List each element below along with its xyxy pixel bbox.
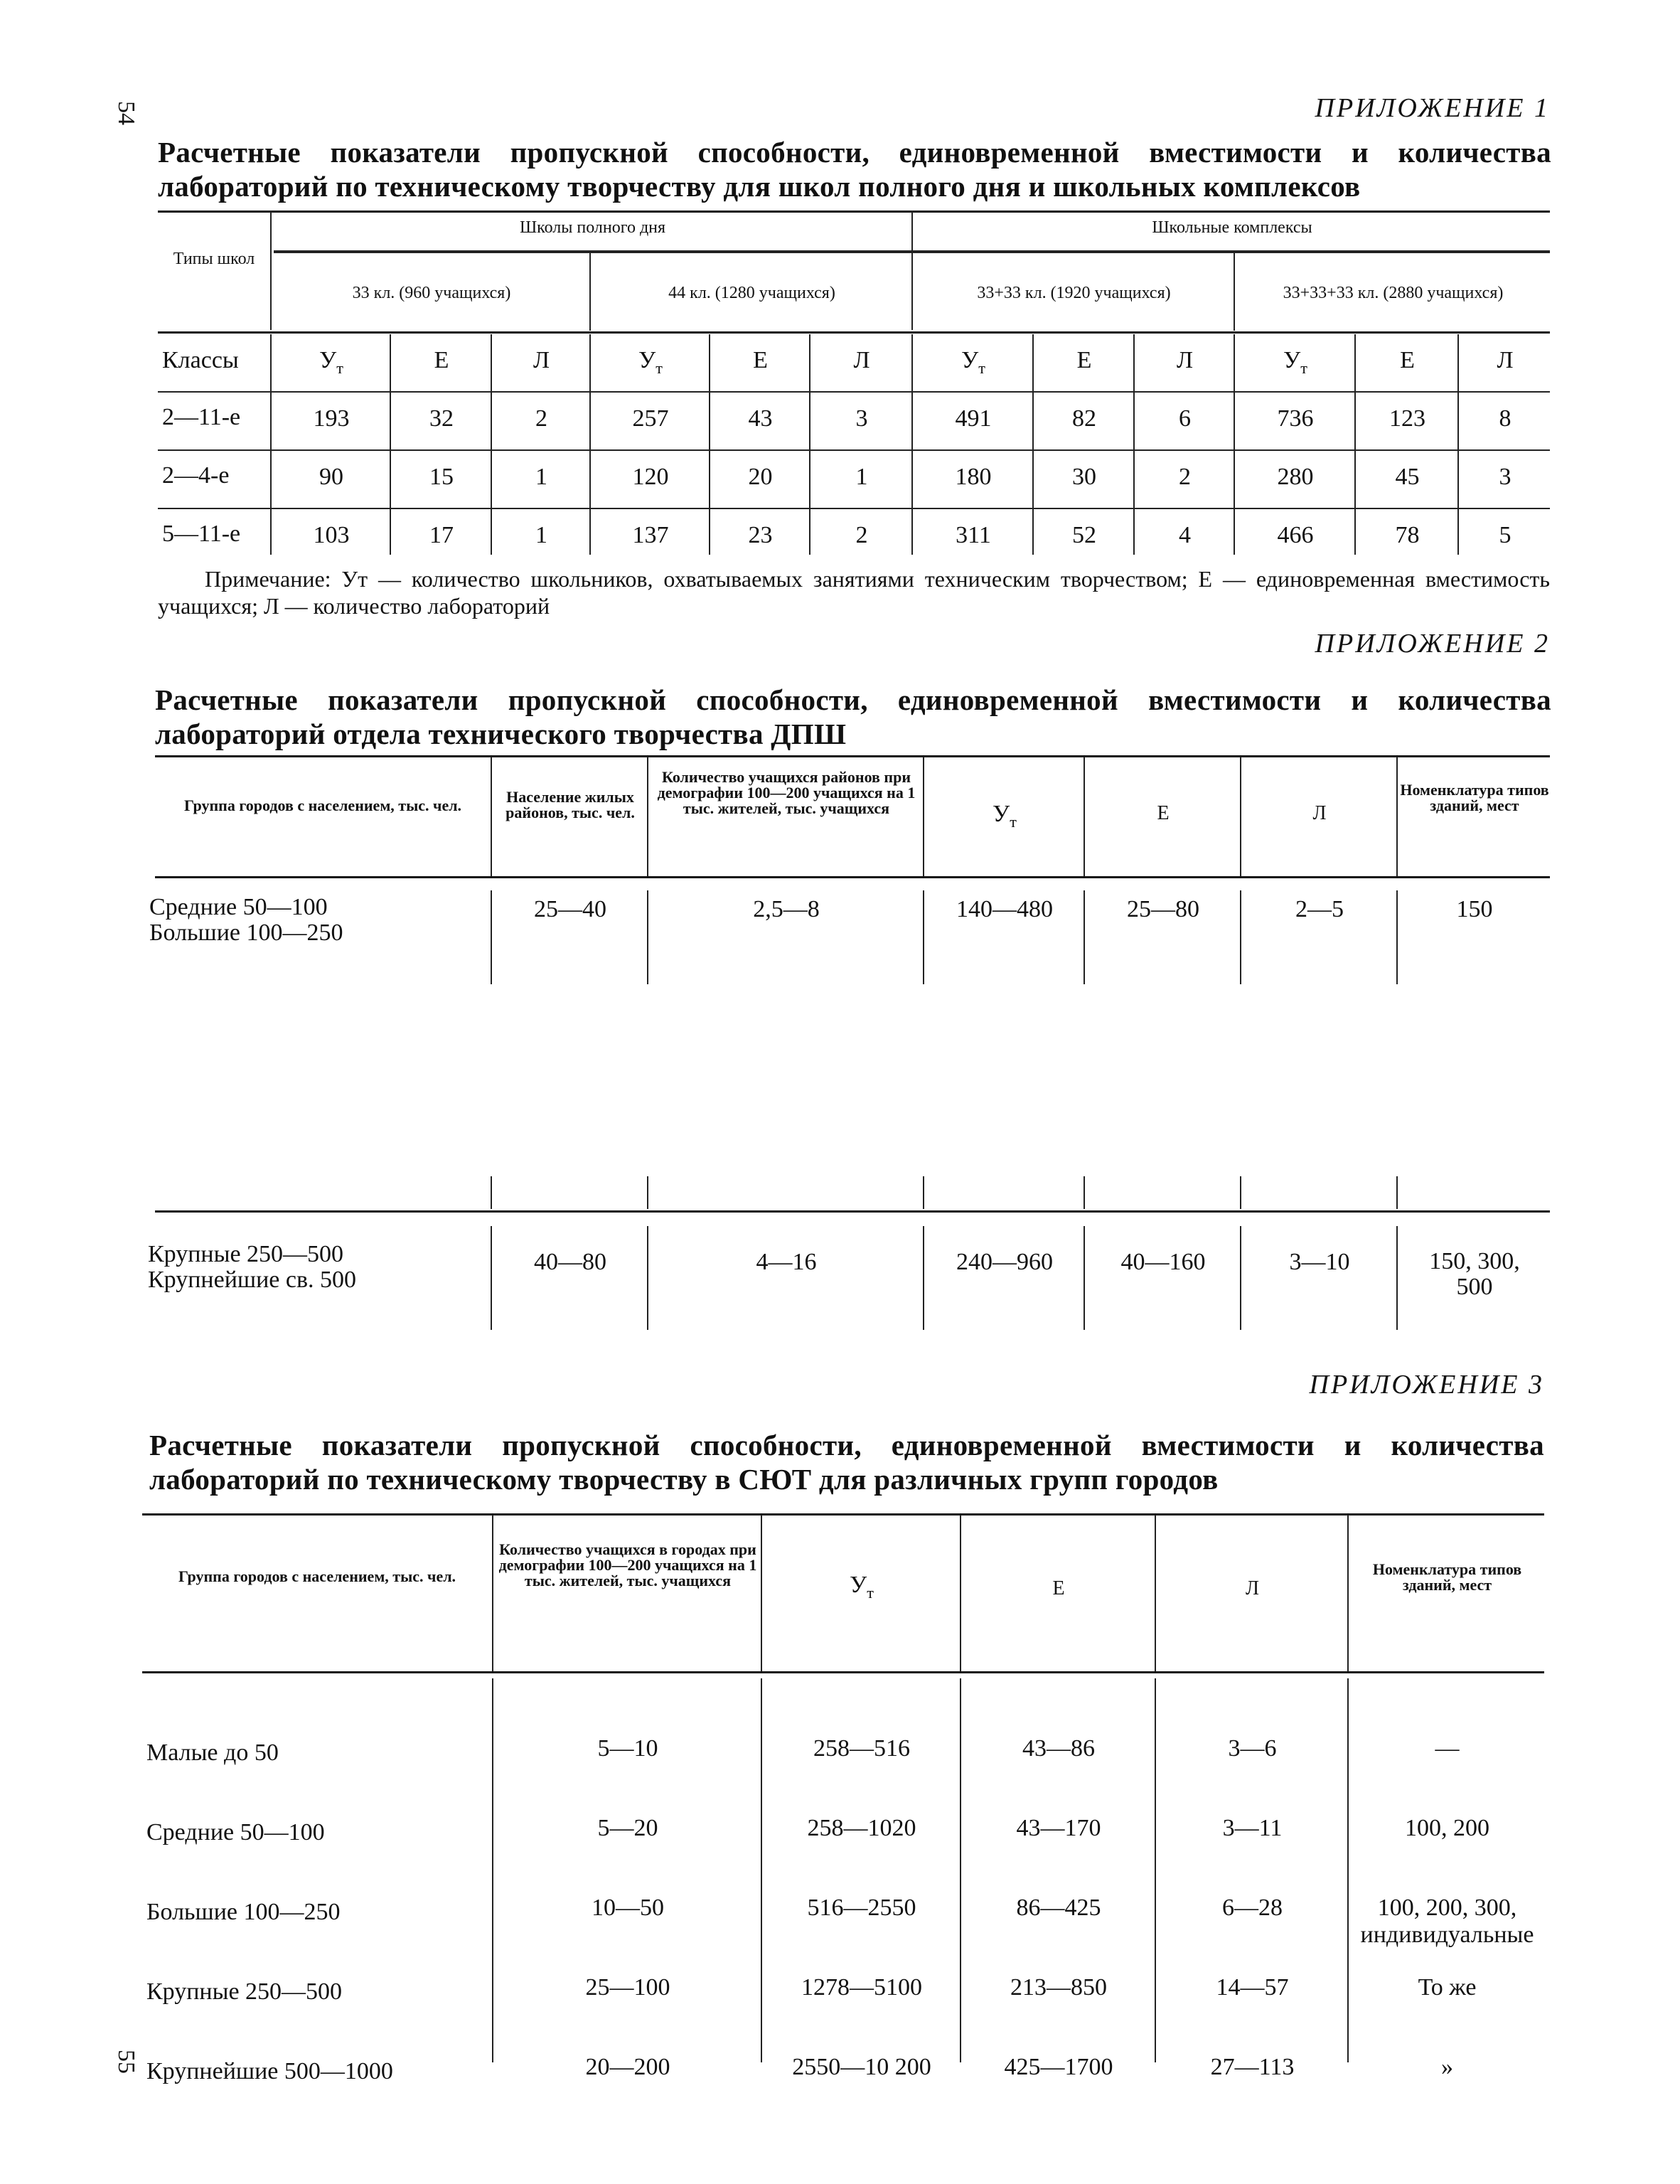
table1-cell: 1 xyxy=(855,464,868,490)
table3-cell-nomenclature: То же xyxy=(1418,1974,1477,2001)
table1-col-ut: $У_т$ xyxy=(961,347,985,377)
table1-cell: 8 xyxy=(1499,405,1512,432)
table3-cell-students: 20—200 xyxy=(585,2054,670,2080)
table2-header-group: Группа городов с населением, тыс. чел. xyxy=(183,797,462,814)
table2-row1-group: Средние 50—100 Большие 100—250 xyxy=(149,894,343,946)
table1-cell: 4 xyxy=(1179,522,1191,548)
table1-cell: 120 xyxy=(632,464,669,490)
appendix3-label: ПРИЛОЖЕНИЕ 3 xyxy=(1309,1370,1544,1400)
table2-row2-group: Крупные 250—500 Крупнейшие св. 500 xyxy=(148,1241,357,1293)
table1-cell: 90 xyxy=(319,464,343,490)
table1-cell: 466 xyxy=(1277,522,1314,548)
table3-cell-ut: 258—1020 xyxy=(807,1815,916,1841)
table1-cell: 736 xyxy=(1277,405,1314,432)
table3-cell-nomenclature: — xyxy=(1435,1735,1460,1762)
table2-row2-nomenclature: 150, 300, 500 xyxy=(1429,1248,1520,1300)
table1-cell: 2 xyxy=(1179,464,1191,490)
table2-row2-students: 4—16 xyxy=(756,1249,817,1275)
table2-header-ut: $У_т$ xyxy=(993,801,1017,831)
table3-cell-ut: 258—516 xyxy=(813,1735,910,1762)
table3-row-group: Малые до 50 xyxy=(146,1740,279,1766)
table1-cell: 82 xyxy=(1072,405,1096,432)
appendix2-title: Расчетные показатели пропускной способности, единовременной вместимости и количества лабораторий отдела технического творчества ДПШ xyxy=(155,683,1551,750)
table1-group-full-day: Школы полного дня xyxy=(519,218,666,237)
appendix3-title: Расчетные показатели пропускной способности, единовременной вместимости и количества лабораторий по техническому творчеству в СЮТ для различных групп городов xyxy=(149,1429,1544,1496)
table1-cell: 1 xyxy=(535,464,547,490)
table1-cell: 32 xyxy=(429,405,454,432)
table3-cell-ut: 2550—10 200 xyxy=(792,2054,931,2080)
table1-cell: 180 xyxy=(955,464,992,490)
table1-col-l: Л xyxy=(853,347,870,373)
table2-header-e: Е xyxy=(1157,802,1170,824)
table1-col-e: Е xyxy=(434,347,449,373)
table1-cell: 1 xyxy=(535,522,547,548)
table1-cell: 3 xyxy=(855,405,868,432)
appendix2-label: ПРИЛОЖЕНИЕ 2 xyxy=(1315,629,1550,659)
table3-cell-students: 5—10 xyxy=(597,1735,658,1762)
table3-cell-nomenclature: 100, 200, 300, индивидуальные xyxy=(1360,1895,1534,1948)
table3-row-group: Крупные 250—500 xyxy=(146,1978,343,2005)
table3-header-l: Л xyxy=(1246,1577,1259,1599)
table3-header-ut: $У_т$ xyxy=(850,1572,874,1602)
table1-row-label: 5—11-е xyxy=(162,521,241,547)
table1-cell: 5 xyxy=(1499,522,1512,548)
table1-row-label: 2—11-е xyxy=(162,404,241,430)
table3-cell-e: 213—850 xyxy=(1010,1974,1107,2001)
appendix1-title: Расчетные показатели пропускной способности, единовременной вместимости и количества лабораторий по техническому творчеству для школ полного дня и школьных комплексов xyxy=(158,136,1551,203)
table1-group-complex: Школьные комплексы xyxy=(1152,218,1312,237)
table1-cell: 15 xyxy=(429,464,454,490)
table2-row2-l: 3—10 xyxy=(1289,1249,1350,1275)
table1-cell: 30 xyxy=(1072,464,1096,490)
table1-sub-33-33-33: 33+33+33 кл. (2880 учащихся) xyxy=(1283,284,1504,302)
table1-cell: 257 xyxy=(632,405,669,432)
table1-col-l: Л xyxy=(533,347,550,373)
table2-row1-population: 25—40 xyxy=(534,896,606,922)
table3-header-group: Группа городов с населением, тыс. чел. xyxy=(178,1567,456,1585)
table3-row-group: Большие 100—250 xyxy=(146,1899,341,1925)
table2-row2-population: 40—80 xyxy=(534,1249,606,1275)
table3-cell-e: 86—425 xyxy=(1016,1895,1101,1921)
table1-sub-44: 44 кл. (1280 учащихся) xyxy=(668,284,835,302)
table1-col-ut: $У_т$ xyxy=(638,347,663,377)
table1-cell: 20 xyxy=(748,464,773,490)
appendix1-label: ПРИЛОЖЕНИЕ 1 xyxy=(1315,93,1550,123)
table1-cell: 123 xyxy=(1389,405,1425,432)
table1-cell: 280 xyxy=(1277,464,1314,490)
page-number-top: 54 xyxy=(113,101,139,125)
table3-cell-l: 27—113 xyxy=(1210,2054,1295,2080)
table1-classes-label: Классы xyxy=(162,347,239,373)
table1-col-e: Е xyxy=(1076,347,1092,373)
table2-header-population: Население жилых районов, тыс. чел. xyxy=(505,788,635,821)
table1-cell: 137 xyxy=(632,522,669,548)
table1-row-label: 2—4-е xyxy=(162,462,230,489)
table1-cell: 491 xyxy=(955,405,992,432)
table3-cell-nomenclature: 100, 200 xyxy=(1405,1815,1489,1841)
table3-row-group: Средние 50—100 xyxy=(146,1819,325,1845)
table1-col-l: Л xyxy=(1176,347,1194,373)
table3-cell-students: 25—100 xyxy=(585,1974,670,2001)
table1-cell: 45 xyxy=(1395,464,1420,490)
table1-cell: 23 xyxy=(748,522,773,548)
table3-cell-l: 3—6 xyxy=(1228,1735,1277,1762)
table3-cell-ut: 1278—5100 xyxy=(801,1974,922,2001)
table3-cell-e: 425—1700 xyxy=(1004,2054,1113,2080)
table2-row1-nomenclature: 150 xyxy=(1456,896,1493,922)
table3-header-students: Количество учащихся в городах при демографии 100—200 учащихся на 1 тыс. жителей, тыс. учащихся xyxy=(498,1540,757,1589)
table1-cell: 52 xyxy=(1072,522,1096,548)
table3-cell-students: 10—50 xyxy=(592,1895,664,1921)
table1-sub-33: 33 кл. (960 учащихся) xyxy=(352,284,511,302)
table3-cell-e: 43—86 xyxy=(1022,1735,1095,1762)
table3-header-nomenclature: Номенклатура типов зданий, мест xyxy=(1372,1560,1522,1594)
table2-header-nomenclature: Номенклатура типов зданий, мест xyxy=(1400,781,1549,814)
table3-header-e: Е xyxy=(1052,1577,1065,1599)
page-number-bottom: 55 xyxy=(113,2050,139,2074)
table1-cell: 17 xyxy=(429,522,454,548)
table3-cell-students: 5—20 xyxy=(597,1815,658,1841)
table2-row1-l: 2—5 xyxy=(1295,896,1344,922)
table1-cell: 78 xyxy=(1395,522,1420,548)
table1-sub-33-33: 33+33 кл. (1920 учащихся) xyxy=(977,284,1171,302)
table1-cell: 6 xyxy=(1179,405,1191,432)
table1-col-l: Л xyxy=(1497,347,1514,373)
table3-cell-l: 6—28 xyxy=(1222,1895,1283,1921)
table3-cell-nomenclature: » xyxy=(1441,2054,1453,2080)
table1-cell: 311 xyxy=(956,522,991,548)
table1-col-e: Е xyxy=(753,347,768,373)
appendix1-note: Примечание: Ут — количество школьников, охватываемых занятиями техническим творчеством; Е — единовременная вместимость учащихся; Л — количество лабораторий xyxy=(158,566,1550,619)
table2-header-l: Л xyxy=(1312,802,1327,824)
table3-cell-ut: 516—2550 xyxy=(807,1895,916,1921)
table1-corner-header: Типы школ xyxy=(173,250,255,268)
table1-col-ut: $У_т$ xyxy=(319,347,343,377)
table3-cell-l: 14—57 xyxy=(1216,1974,1289,2001)
table1-cell: 103 xyxy=(313,522,350,548)
table1-cell: 193 xyxy=(313,405,350,432)
table3-cell-l: 3—11 xyxy=(1222,1815,1283,1841)
table2-row1-students: 2,5—8 xyxy=(753,896,820,922)
table1-cell: 3 xyxy=(1499,464,1512,490)
table3-cell-e: 43—170 xyxy=(1016,1815,1101,1841)
table2-row2-e: 40—160 xyxy=(1120,1249,1206,1275)
table2-row2-ut: 240—960 xyxy=(956,1249,1053,1275)
table2-row1-ut: 140—480 xyxy=(956,896,1053,922)
table1-cell: 2 xyxy=(855,522,868,548)
table1-cell: 43 xyxy=(748,405,773,432)
table2-row1-e: 25—80 xyxy=(1127,896,1199,922)
table3-row-group: Крупнейшие 500—1000 xyxy=(146,2058,393,2084)
table2-header-students: Количество учащихся районов при демографии 100—200 учащихся на 1 тыс. жителей, тыс. учащихся xyxy=(657,768,916,817)
table1-col-ut: $У_т$ xyxy=(1283,347,1307,377)
table1-cell: 2 xyxy=(535,405,547,432)
table1-col-e: Е xyxy=(1400,347,1415,373)
